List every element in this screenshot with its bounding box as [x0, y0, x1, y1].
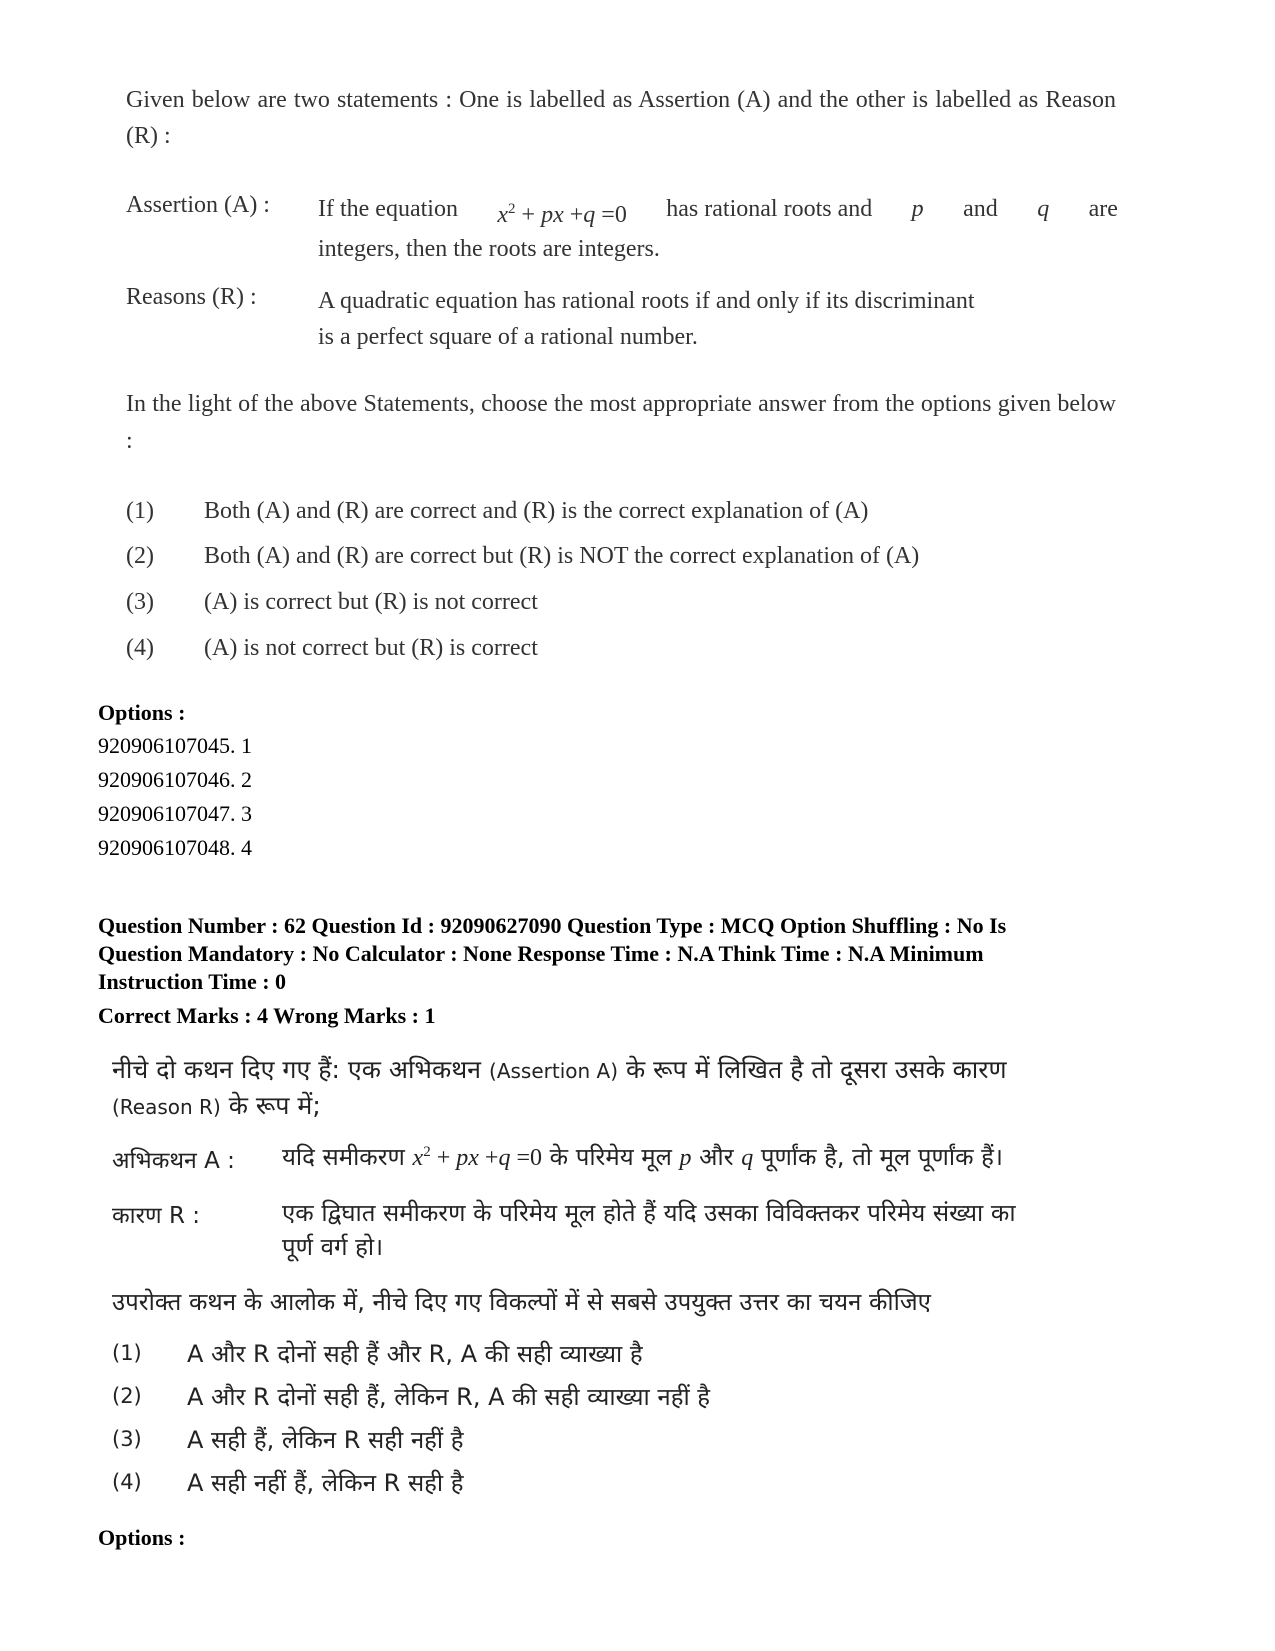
hindi-choice-number: (4): [112, 1470, 142, 1494]
question-meta-line-3: Instruction Time : 0: [98, 969, 287, 994]
choice-number: (2): [126, 543, 154, 569]
assertion-label: Assertion (A) :: [126, 192, 270, 218]
hindi-choice-number: (3): [112, 1427, 142, 1451]
hindi-reason-label: कारण R :: [112, 1203, 201, 1229]
question-meta-line-1: Question Number : 62 Question Id : 92090627090 Question Type : MCQ Option Shuffling : No Is: [98, 913, 1007, 938]
assertion-are: are: [1088, 196, 1118, 222]
assertion-line-1: [318, 190, 1118, 234]
option-id: 920906107047. 3: [98, 801, 252, 826]
assertion-and: and: [963, 196, 998, 222]
reason-label: Reasons (R) :: [126, 284, 257, 310]
question-intro: Given below are two statements : One is labelled as Assertion (A) and the other is labelled as Reason (R) :: [126, 87, 1116, 149]
hindi-choice-text: A और R दोनों सही हैं, लेकिन R, A की सही व्याख्या नहीं है: [187, 1383, 711, 1411]
option-id: 920906107048. 4: [98, 835, 252, 860]
hindi-choice-text: A और R दोनों सही हैं और R, A की सही व्याख्या है: [187, 1340, 643, 1368]
assertion-pre: If the equation: [318, 196, 458, 222]
hindi-choice-number: (2): [112, 1384, 142, 1408]
hindi-assertion-line: यदि समीकरण $x^2$ + px +q =0 के परिमेय मूल p और q पूर्णांक है, तो मूल पूर्णांक हैं।: [282, 1143, 1003, 1171]
choice-text: Both (A) and (R) are correct and (R) is the correct explanation of (A): [204, 498, 869, 524]
question-meta-line-2: Question Mandatory : No Calculator : None Response Time : N.A Think Time : N.A Minimum: [98, 941, 984, 966]
assertion-post: has rational roots and: [666, 196, 873, 222]
hindi-reason-line-1: एक द्विघात समीकरण के परिमेय मूल होते हैं यदि उसका विविक्तकर परिमेय संख्या का: [282, 1199, 1016, 1227]
assertion-q: q: [1037, 196, 1050, 222]
option-id: 920906107046. 2: [98, 767, 252, 792]
choice-number: (4): [126, 635, 154, 661]
hindi-intro-line-1: नीचे दो कथन दिए गए हैं: एक अभिकथन (Assertion A) के रूप में लिखित है तो दूसरा उसके कारण: [112, 1055, 1007, 1084]
reason-line-2: is a perfect square of a rational number.: [318, 324, 698, 350]
assertion-line-2: integers, then the roots are integers.: [318, 236, 660, 262]
hindi-assertion-label: अभिकथन A :: [112, 1148, 235, 1174]
assertion-p: p: [911, 196, 924, 222]
choice-number: (1): [126, 498, 154, 524]
hindi-choice-text: A सही हैं, लेकिन R सही नहीं है: [187, 1426, 464, 1454]
choice-text: (A) is not correct but (R) is correct: [204, 635, 538, 661]
choice-text: (A) is correct but (R) is not correct: [204, 589, 538, 615]
hindi-choice-number: (1): [112, 1341, 142, 1365]
assertion-equation: $x^2$ + px +q =0: [497, 201, 627, 228]
hindi-choice-text: A सही नहीं हैं, लेकिन R सही है: [187, 1469, 464, 1497]
marks-line: Correct Marks : 4 Wrong Marks : 1: [98, 1003, 436, 1028]
choice-number: (3): [126, 589, 154, 615]
hindi-intro-line-2: (Reason R) के रूप में;: [112, 1091, 321, 1120]
reason-line-1: A quadratic equation has rational roots if and only if its discriminant: [318, 288, 975, 314]
options-heading: Options :: [98, 700, 186, 725]
option-id: 920906107045. 1: [98, 733, 252, 758]
question-prompt: In the light of the above Statements, choose the most appropriate answer from the options given below :: [126, 391, 1116, 454]
options-heading: Options :: [98, 1525, 186, 1550]
hindi-prompt: उपरोक्त कथन के आलोक में, नीचे दिए गए विकल्पों में से सबसे उपयुक्त उत्तर का चयन कीजिए: [112, 1288, 931, 1316]
choice-text: Both (A) and (R) are correct but (R) is NOT the correct explanation of (A): [204, 543, 920, 569]
hindi-reason-line-2: पूर्ण वर्ग हो।: [282, 1233, 384, 1261]
